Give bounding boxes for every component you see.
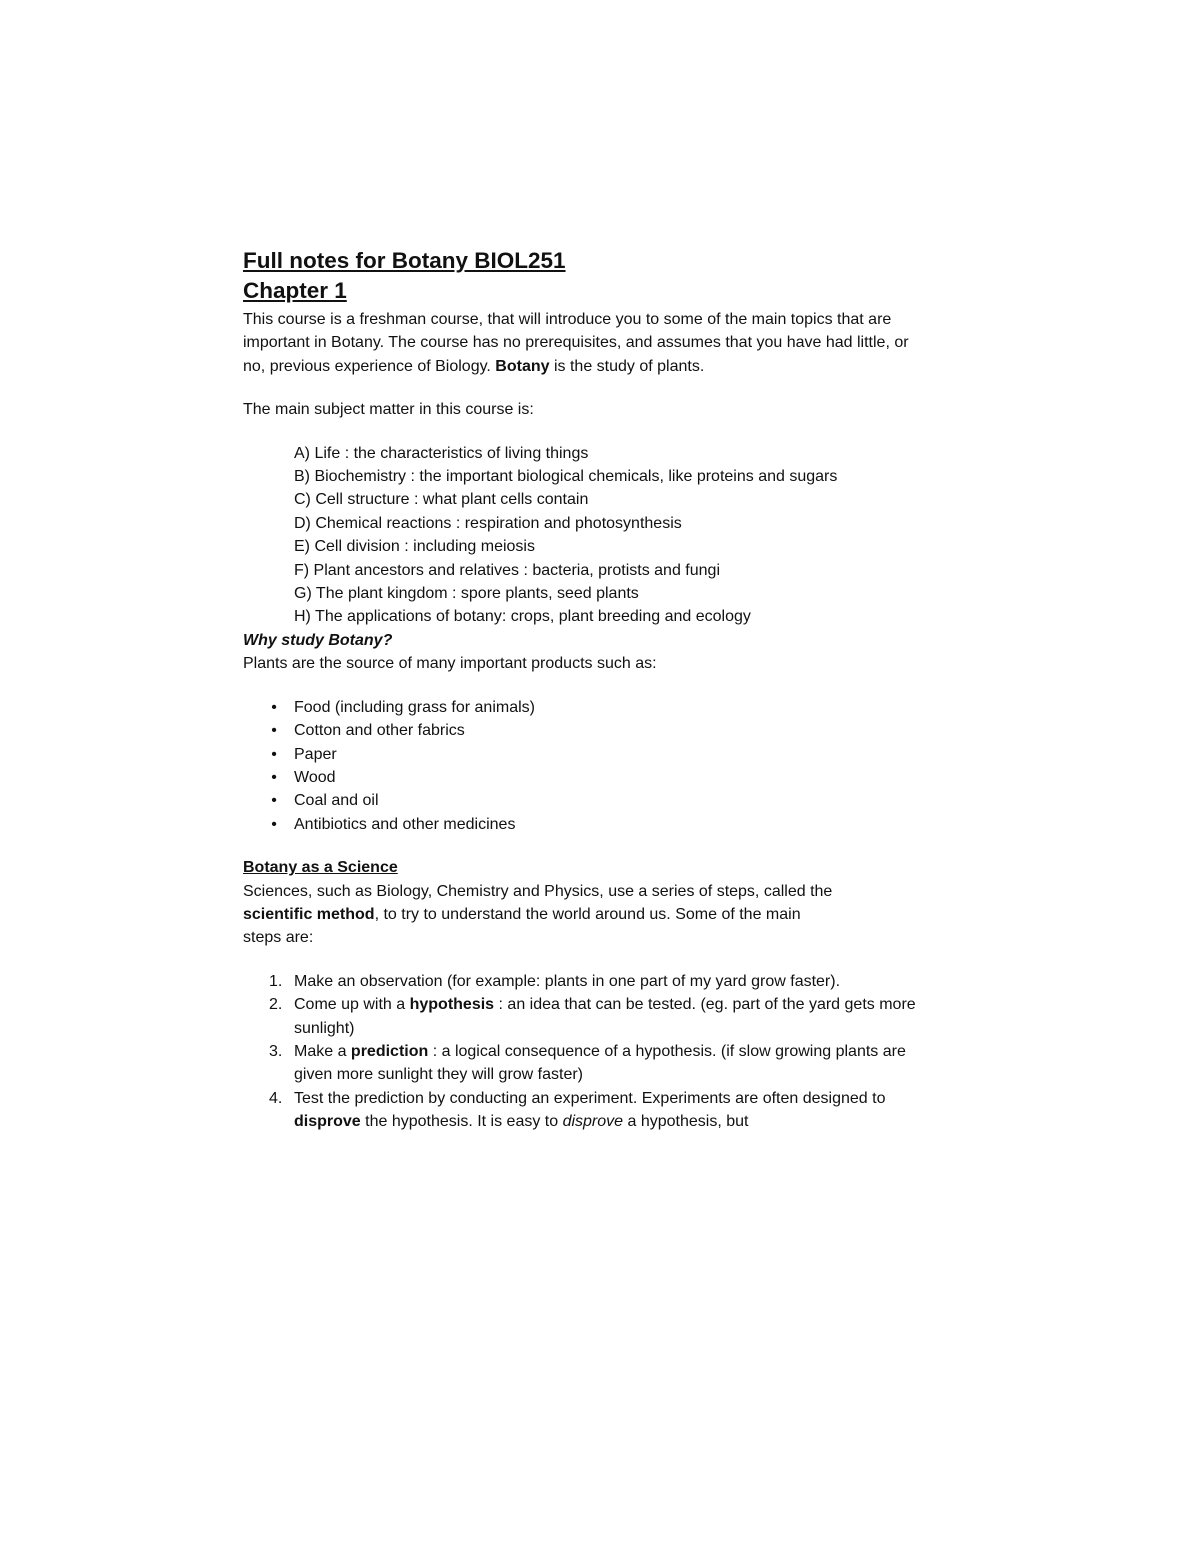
step-text: Test the prediction by conducting an experiment. Experiments are often designed to [294,1089,886,1107]
science-intro [243,880,843,950]
step-number: 2. [269,996,283,1014]
why-lead: Plants are the source of many important products such as: [243,655,657,673]
bullet-icon: • [271,722,277,740]
list-item [271,766,923,789]
list-item: H) The applications of botany: crops, plant breeding and ecology [294,608,751,626]
step-text-end: : a logical consequence of a hypothesis. (if slow growing plants are given more sunlight they will grow faster) [294,1042,906,1084]
list-item [271,696,923,719]
science-intro-bold-term: scientific method [243,905,375,923]
why-heading: Why study Botany? [243,631,393,649]
list-item: E) Cell division : including meiosis [294,538,535,556]
spacer [243,950,923,970]
list-item-text: Cotton and other fabrics [294,722,465,740]
list-item: A) Life : the characteristics of living things [294,444,589,462]
list-item: G) The plant kingdom : spore plants, seed plants [294,585,639,603]
list-item: C) Cell structure : what plant cells contain [294,491,589,509]
science-heading: Botany as a Science [243,859,398,877]
list-item [269,1040,923,1087]
step-number: 1. [269,972,283,990]
list-item: D) Chemical reactions : respiration and photosynthesis [294,514,682,532]
bullet-icon: • [271,698,277,716]
spacer [243,836,923,856]
bullet-icon: • [271,745,277,763]
step-bold-term: prediction [350,1042,429,1060]
list-item [269,1087,923,1134]
step-text: Come up with a [294,996,410,1014]
spacer [243,676,923,696]
list-item-text: Paper [294,745,337,763]
spacer [243,378,923,398]
science-intro-text: Sciences, such as Biology, Chemistry and Physics, use a series of steps, called the [243,882,833,900]
subject-list [243,442,923,629]
list-item: B) Biochemistry : the important biological chemicals, like proteins and sugars [294,468,838,486]
step-text-mid: the hypothesis. It is easy to [360,1113,563,1131]
document-title: Full notes for Botany BIOL251 [243,248,566,273]
product-list [243,696,923,836]
step-bold-term: hypothesis [409,996,495,1014]
intro-paragraph [243,308,923,378]
step-text: Make an observation (for example: plants in one part of my yard grow faster). [294,972,841,990]
step-number: 3. [269,1042,283,1060]
list-item-text: Food (including grass for animals) [294,698,535,716]
chapter-title: Chapter 1 [243,278,347,303]
spacer [243,422,923,442]
bullet-icon: • [271,768,277,786]
intro-text-end: is the study of plants. [549,357,705,375]
list-item [271,813,923,836]
list-item [271,743,923,766]
step-bold-term: disprove [294,1113,361,1131]
bullet-icon: • [271,815,277,833]
step-text-end: : an idea that can be tested. (eg. part of the yard gets more sunlight) [294,996,916,1037]
method-steps-list [243,970,923,1134]
subject-lead: The main subject matter in this course is: [243,401,534,419]
bullet-icon: • [271,792,277,810]
step-italic-term: disprove [562,1113,624,1131]
science-intro-text-end: , to try to understand the world around us. Some of the main steps are: [243,905,801,947]
intro-bold-term: Botany [495,357,550,375]
page-content [243,246,923,1134]
step-text-end: a hypothesis, but [623,1113,749,1131]
step-text: Make a [294,1042,351,1060]
list-item-text: Wood [294,768,336,786]
list-item: F) Plant ancestors and relatives : bacteria, protists and fungi [294,561,720,579]
list-item-text: Antibiotics and other medicines [294,815,516,833]
list-item [271,719,923,742]
step-number: 4. [269,1089,283,1107]
intro-text: This course is a freshman course, that will introduce you to some of the main topics that are important in Botany. The course has no prerequisites, and assumes that you have had little, or no, previous experience of Biology. [243,311,909,375]
list-item [271,789,923,812]
list-item [269,970,923,993]
list-item [269,993,923,1040]
list-item-text: Coal and oil [294,792,379,810]
